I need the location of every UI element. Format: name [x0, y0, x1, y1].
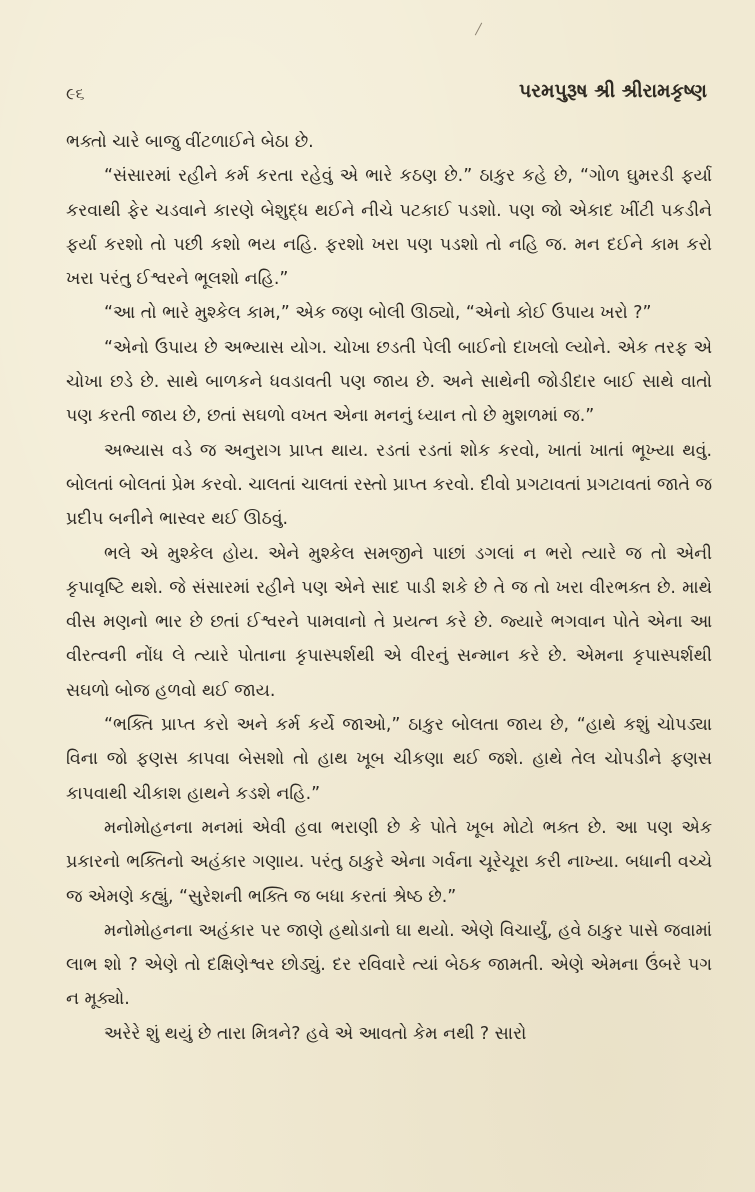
body-text [66, 125, 712, 1051]
paragraph-1: ભક્તો ચારે બાજુ વીંટળાઈને બેઠા છે. [66, 132, 314, 152]
paragraph-4: “એનો ઉપાય છે અભ્યાસ યોગ. ચોખા છડતી પેલી બાઈનો દાખલો લ્યોને. એક તરફ એ ચોખા છડે છે. સાથે બાળકને ધવડાવતી પણ જાય છે. અને સાથેની જોડીદાર બાઈ સાથે વાતો પણ કરતી જાય છે, છતાં સઘળો વખત એના મનનું ધ્યાન તો છે મુશળમાં જ.” [66, 337, 712, 427]
paragraph-9: મનોમોહનના અહંકાર પર જાણે હથોડાનો ઘા થયો. એણે વિચાર્યું, હવે ઠાકુર પાસે જવામાં લાભ શો ? એણે તો દક્ષિણેશ્વર છોડ્યું. દર રવિવારે ત્યાં બેઠક જામતી. એણે એમના ઉંબરે પગ ન મૂક્યો. [66, 920, 712, 1010]
paragraph-10: અરેરે શું થયું છે તારા મિત્રને? હવે એ આવતો કેમ નથી ? સારો [104, 1023, 527, 1044]
paragraph-7: “ભક્તિ પ્રાપ્ત કરો અને કર્મ કર્યે જાઓ,” ઠાકુર બોલતા જાય છે, “હાથે કશું ચોપડ્યા વિના જો ફણસ કાપવા બેસશો તો હાથ ખૂબ ચીકણા થઈ જશે. હાથે તેલ ચોપડીને ફણસ કાપવાથી ચીકાશ હાથને કડશે નહિ.” [66, 715, 712, 804]
paragraph-2: “સંસારમાં રહીને કર્મ કરતા રહેવું એ ભારે કઠણ છે.” ઠાકુર કહે છે, “ગોળ ઘુમરડી ફર્યા કરવાથી ફેર ચડવાને કારણે બેશુદ્ધ થઈને નીચે પટકાઈ પડશો. પણ જો એકાદ ખીંટી પકડીને ફર્યા કરશો તો પછી કશો ભય નહિ. ફરશો ખરા પણ પડશો તો નહિ જ. મન દઈને કામ કરો ખરા પરંતુ ઈશ્વરને ભૂલશો નહિ.” [66, 166, 712, 290]
paragraph-8: મનોમોહનના મનમાં એવી હવા ભરાણી છે કે પોતે ખૂબ મોટો ભક્ત છે. આ પણ એક પ્રકારનો ભક્તિનો અહંકાર ગણાય. પરંતુ ઠાકુરે એના ગર્વના ચૂરેચૂરા કરી નાખ્યા. બધાની વચ્ચે જ એમણે કહ્યું, “સુરેશની ભક્તિ જ બધા કરતાં શ્રેષ્ઠ છે.” [66, 817, 712, 907]
paragraph-5: અભ્યાસ વડે જ અનુરાગ પ્રાપ્ત થાય. રડતાં રડતાં શોક કરવો, ખાતાં ખાતાં ભૂખ્યા થવું. બોલતાં બોલતાં પ્રેમ કરવો. ચાલતાં ચાલતાં રસ્તો પ્રાપ્ત કરવો. દીવો પ્રગટાવતાં પ્રગટાવતાં જાતે જ પ્રદીપ બનીને ભાસ્વર થઈ ઊઠવું. [66, 440, 712, 530]
page-number: ૯૬ [66, 84, 85, 103]
book-title: પરમપુરૂષ શ્રી શ્રીરામકૃષ્ણ [518, 80, 707, 102]
running-head [66, 80, 707, 114]
paragraph-3: “આ તો ભારે મુશ્કેલ કામ,” એક જણ બોલી ઊઠ્યો, “એનો કોઈ ઉપાય ખરો ?” [104, 303, 652, 324]
stray-pen-mark [475, 23, 482, 36]
paragraph-6: ભલે એ મુશ્કેલ હોય. એને મુશ્કેલ સમજીને પાછાં ડગલાં ન ભરો ત્યારે જ તો એની કૃપાવૃષ્ટિ થશે. જે સંસારમાં રહીને પણ એને સાદ પાડી શકે છે તે જ તો ખરા વીરભક્ત છે. માથે વીસ મણનો ભાર છે છતાં ઈશ્વરને પામવાનો તે પ્રયત્ન કરે છે. જ્યારે ભગવાન પોતે એના આ વીરત્વની નોંધ લે ત્યારે પોતાના કૃપાસ્પર્શથી એ વીરનું સન્માન કરે છે. એમના કૃપાસ્પર્શથી સઘળો બોજ હળવો થઈ જાય. [66, 543, 712, 701]
